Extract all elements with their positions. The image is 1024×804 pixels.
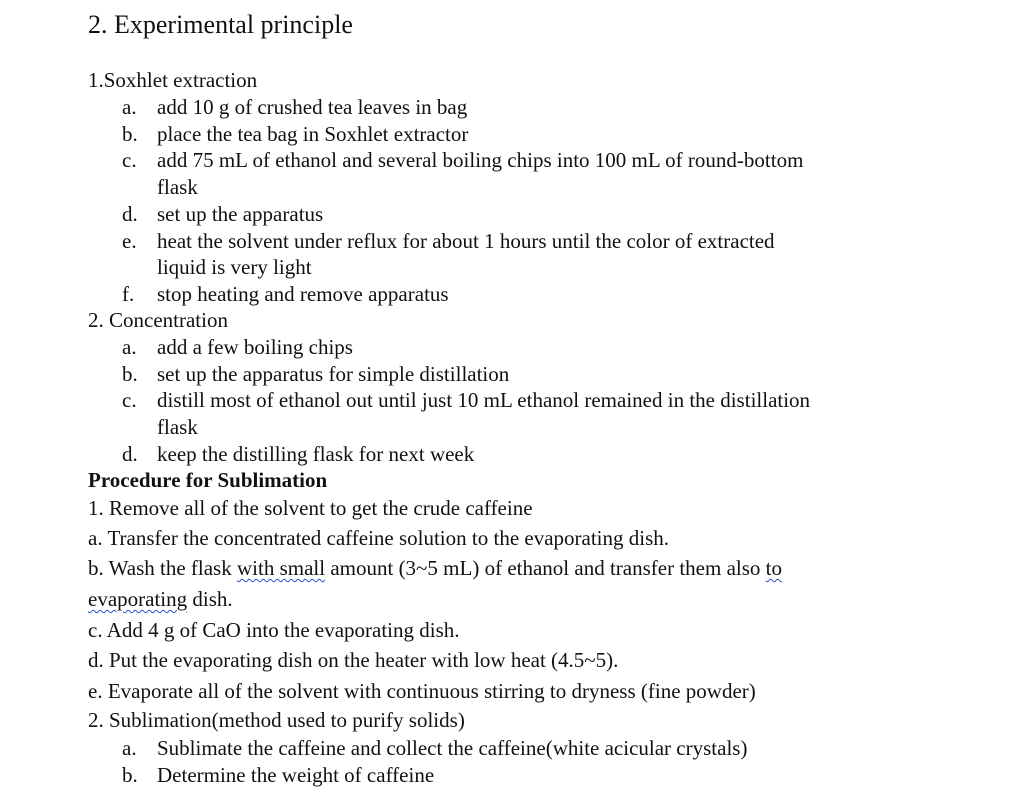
- concentration-item-c-text-line1: distill most of ethanol out until just 10 mL ethanol remained in the distillation: [157, 388, 811, 412]
- spellcheck-underline-evaporating: evaporating: [88, 587, 188, 611]
- concentration-heading: 2. Concentration: [88, 308, 228, 332]
- soxhlet-item-b-text: place the tea bag in Soxhlet extractor: [157, 122, 469, 146]
- soxhlet-item-c-text-line2: flask: [157, 175, 198, 199]
- sublimation-step-b-text-1: b. Wash the flask: [88, 556, 237, 580]
- sublimation-step-a: a. Transfer the concentrated caffeine solution to the evaporating dish.: [88, 526, 670, 550]
- soxhlet-item-c-text-line1: add 75 mL of ethanol and several boiling chips into 100 mL of round-bottom: [157, 148, 804, 172]
- sublimation-step-1: 1. Remove all of the solvent to get the crude caffeine: [88, 496, 533, 520]
- sublimation-item-b-marker: b.: [122, 763, 138, 787]
- concentration-item-c-marker: c.: [122, 388, 137, 412]
- soxhlet-item-e-text-line1: heat the solvent under reflux for about 1 hours until the color of extracted: [157, 229, 775, 253]
- soxhlet-item-d-marker: d.: [122, 202, 138, 226]
- concentration-item-c-text-line2: flask: [157, 415, 198, 439]
- soxhlet-item-e-text-line2: liquid is very light: [157, 255, 312, 279]
- sublimation-item-a-marker: a.: [122, 736, 137, 760]
- soxhlet-item-d-text: set up the apparatus: [157, 202, 324, 226]
- soxhlet-item-c-marker: c.: [122, 148, 137, 172]
- soxhlet-item-e-marker: e.: [122, 229, 137, 253]
- concentration-item-b-marker: b.: [122, 362, 138, 386]
- concentration-item-b-text: set up the apparatus for simple distillation: [157, 362, 510, 386]
- page-title: 2. Experimental principle: [88, 10, 353, 39]
- sublimation-step-c: c. Add 4 g of CaO into the evaporating dish.: [88, 618, 460, 642]
- sublimation-heading: Procedure for Sublimation: [88, 468, 328, 492]
- sublimation-step-b-line1: [88, 555, 782, 581]
- soxhlet-item-a-marker: a.: [122, 95, 137, 119]
- sublimation-step-b-text-3: dish.: [187, 587, 233, 611]
- sublimation-item-a-text: Sublimate the caffeine and collect the caffeine(white acicular crystals): [157, 736, 748, 760]
- concentration-item-a-marker: a.: [122, 335, 137, 359]
- spellcheck-underline-with-small: with small: [236, 556, 326, 580]
- soxhlet-heading: 1.Soxhlet extraction: [88, 68, 258, 92]
- sublimation-step-d: d. Put the evaporating dish on the heater with low heat (4.5~5).: [88, 648, 619, 672]
- sublimation-item-b-text: Determine the weight of caffeine: [157, 763, 435, 787]
- concentration-item-d-text: keep the distilling flask for next week: [157, 442, 475, 466]
- sublimation-step-b-text-2: amount (3~5 mL) of ethanol and transfer them also: [325, 556, 766, 580]
- concentration-item-a-text: add a few boiling chips: [157, 335, 353, 359]
- soxhlet-item-b-marker: b.: [122, 122, 138, 146]
- soxhlet-item-a-text: add 10 g of crushed tea leaves in bag: [157, 95, 468, 119]
- concentration-item-d-marker: d.: [122, 442, 138, 466]
- sublimation-step-b-line2: [88, 586, 233, 612]
- soxhlet-item-f-marker: f.: [122, 282, 135, 306]
- soxhlet-item-f-text: stop heating and remove apparatus: [157, 282, 449, 306]
- sublimation-step-e: e. Evaporate all of the solvent with continuous stirring to dryness (fine powder): [88, 679, 756, 703]
- spellcheck-underline-to: to: [765, 556, 782, 580]
- sublimation-step-2: 2. Sublimation(method used to purify solids): [88, 708, 465, 732]
